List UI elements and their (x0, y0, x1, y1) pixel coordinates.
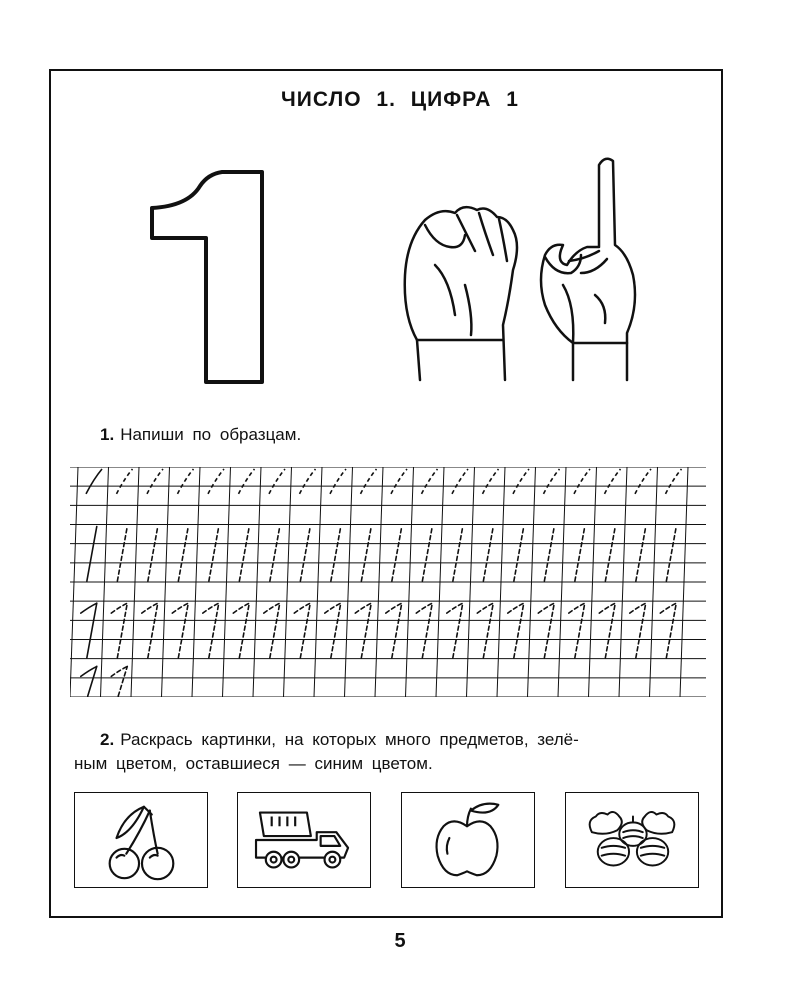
digit-one-stroke (666, 603, 676, 658)
hook-sample (605, 469, 621, 494)
digit-one-hook (172, 603, 188, 613)
digit-one-stroke (361, 603, 371, 658)
digit-one-hook (203, 603, 219, 613)
digit-one-stroke (300, 603, 310, 658)
digit-one-hook (416, 603, 432, 613)
digit-one-stroke (331, 603, 341, 658)
digit-one-stroke (575, 603, 585, 658)
digit-one-stroke (178, 527, 188, 582)
digit-one-stroke (361, 527, 371, 582)
digit-one-stroke (483, 603, 493, 658)
task-2-number: 2. (100, 730, 115, 749)
digit-one-stroke (666, 527, 676, 582)
hook-sample (635, 469, 651, 494)
hook-sample (483, 469, 499, 494)
hook-sample (574, 469, 590, 494)
digit-one-stroke (117, 527, 127, 582)
hook-sample (269, 469, 285, 494)
picture-cherries[interactable] (74, 792, 208, 888)
digit-one-stroke (453, 527, 463, 582)
digit-one-stroke (544, 603, 554, 658)
digit-one-stroke (239, 527, 249, 582)
digit-one-stroke (148, 603, 158, 658)
digit-one-hook (538, 603, 554, 613)
picture-apple[interactable] (401, 792, 535, 888)
hook-sample (86, 469, 102, 494)
digit-one-stroke (392, 603, 402, 658)
hook-sample (361, 469, 377, 494)
digit-one-hook (142, 603, 158, 613)
digit-one-stroke (300, 527, 310, 582)
digit-one-hook (660, 603, 676, 613)
digit-one-hook (81, 603, 97, 613)
picture-gooseberries[interactable] (565, 792, 699, 888)
hook-sample (300, 469, 316, 494)
digit-one-hook (264, 603, 280, 613)
digit-one-stroke (148, 527, 158, 582)
digit-one-stroke (209, 527, 219, 582)
cherries-icon (75, 793, 207, 887)
task-2-text-line2: ным цветом, оставшиеся — синим цветом. (74, 754, 433, 773)
digit-one-hook (477, 603, 493, 613)
digit-one-stroke (453, 603, 463, 658)
digit-one-hook (355, 603, 371, 613)
handwriting-practice-grid[interactable] (70, 467, 706, 697)
digit-one-stroke (178, 603, 188, 658)
digit-one-hook (447, 603, 463, 613)
digit-one-hook (630, 603, 646, 613)
digit-one-stroke (270, 527, 280, 582)
digit-one-stroke (605, 527, 615, 582)
digit-one-hook (386, 603, 402, 613)
page-title: ЧИСЛО 1. ЦИФРА 1 (281, 88, 519, 111)
digit-one-hook (325, 603, 341, 613)
digit-one-stroke (483, 527, 493, 582)
digit-one-hook (599, 603, 615, 613)
digit-one-stroke (514, 603, 524, 658)
hook-sample (330, 469, 346, 494)
digit-one-stroke (514, 527, 524, 582)
hook-sample (391, 469, 407, 494)
digit-one-stroke (117, 603, 127, 658)
hook-sample (452, 469, 468, 494)
picture-dump-truck[interactable] (237, 792, 371, 888)
hook-sample (239, 469, 255, 494)
task-2-text: Раскрась картинки, на которых много предметов, зелё- (120, 730, 579, 749)
dump-truck-icon (238, 793, 370, 887)
apple-icon (402, 793, 534, 887)
hook-sample (513, 469, 529, 494)
digit-one-stroke (605, 603, 615, 658)
digit-one-stroke (636, 603, 646, 658)
outlined-digit-one-icon (140, 160, 280, 390)
hook-sample (147, 469, 163, 494)
digit-one-stroke (239, 603, 249, 658)
digit-one-stroke (331, 527, 341, 582)
digit-one-stroke (392, 527, 402, 582)
hook-sample (178, 469, 194, 494)
task-1-text: Напиши по образцам. (120, 425, 302, 444)
hook-sample (422, 469, 438, 494)
digit-one-stroke (575, 527, 585, 582)
task-1-instruction (100, 425, 301, 445)
digit-one-hook (233, 603, 249, 613)
digit-one-hook (294, 603, 310, 613)
hook-sample (544, 469, 560, 494)
page-number: 5 (394, 930, 406, 952)
digit-one-stroke (422, 527, 432, 582)
digit-one-stroke (544, 527, 554, 582)
digit-one-hook (508, 603, 524, 613)
digit-one-stroke (87, 527, 97, 582)
digit-one-stroke (209, 603, 219, 658)
digit-one-stroke (422, 603, 432, 658)
digit-one-stroke (270, 603, 280, 658)
gooseberries-icon (566, 793, 698, 887)
task-2-instruction (74, 728, 704, 776)
digit-one-hook (111, 603, 127, 613)
hook-sample (666, 469, 682, 494)
hook-sample (117, 469, 133, 494)
hands-showing-one-icon (395, 155, 645, 385)
digit-one-stroke (87, 603, 97, 658)
digit-one-hook (569, 603, 585, 613)
task-1-number: 1. (100, 425, 115, 444)
digit-one-stroke (636, 527, 646, 582)
hook-sample (208, 469, 224, 494)
